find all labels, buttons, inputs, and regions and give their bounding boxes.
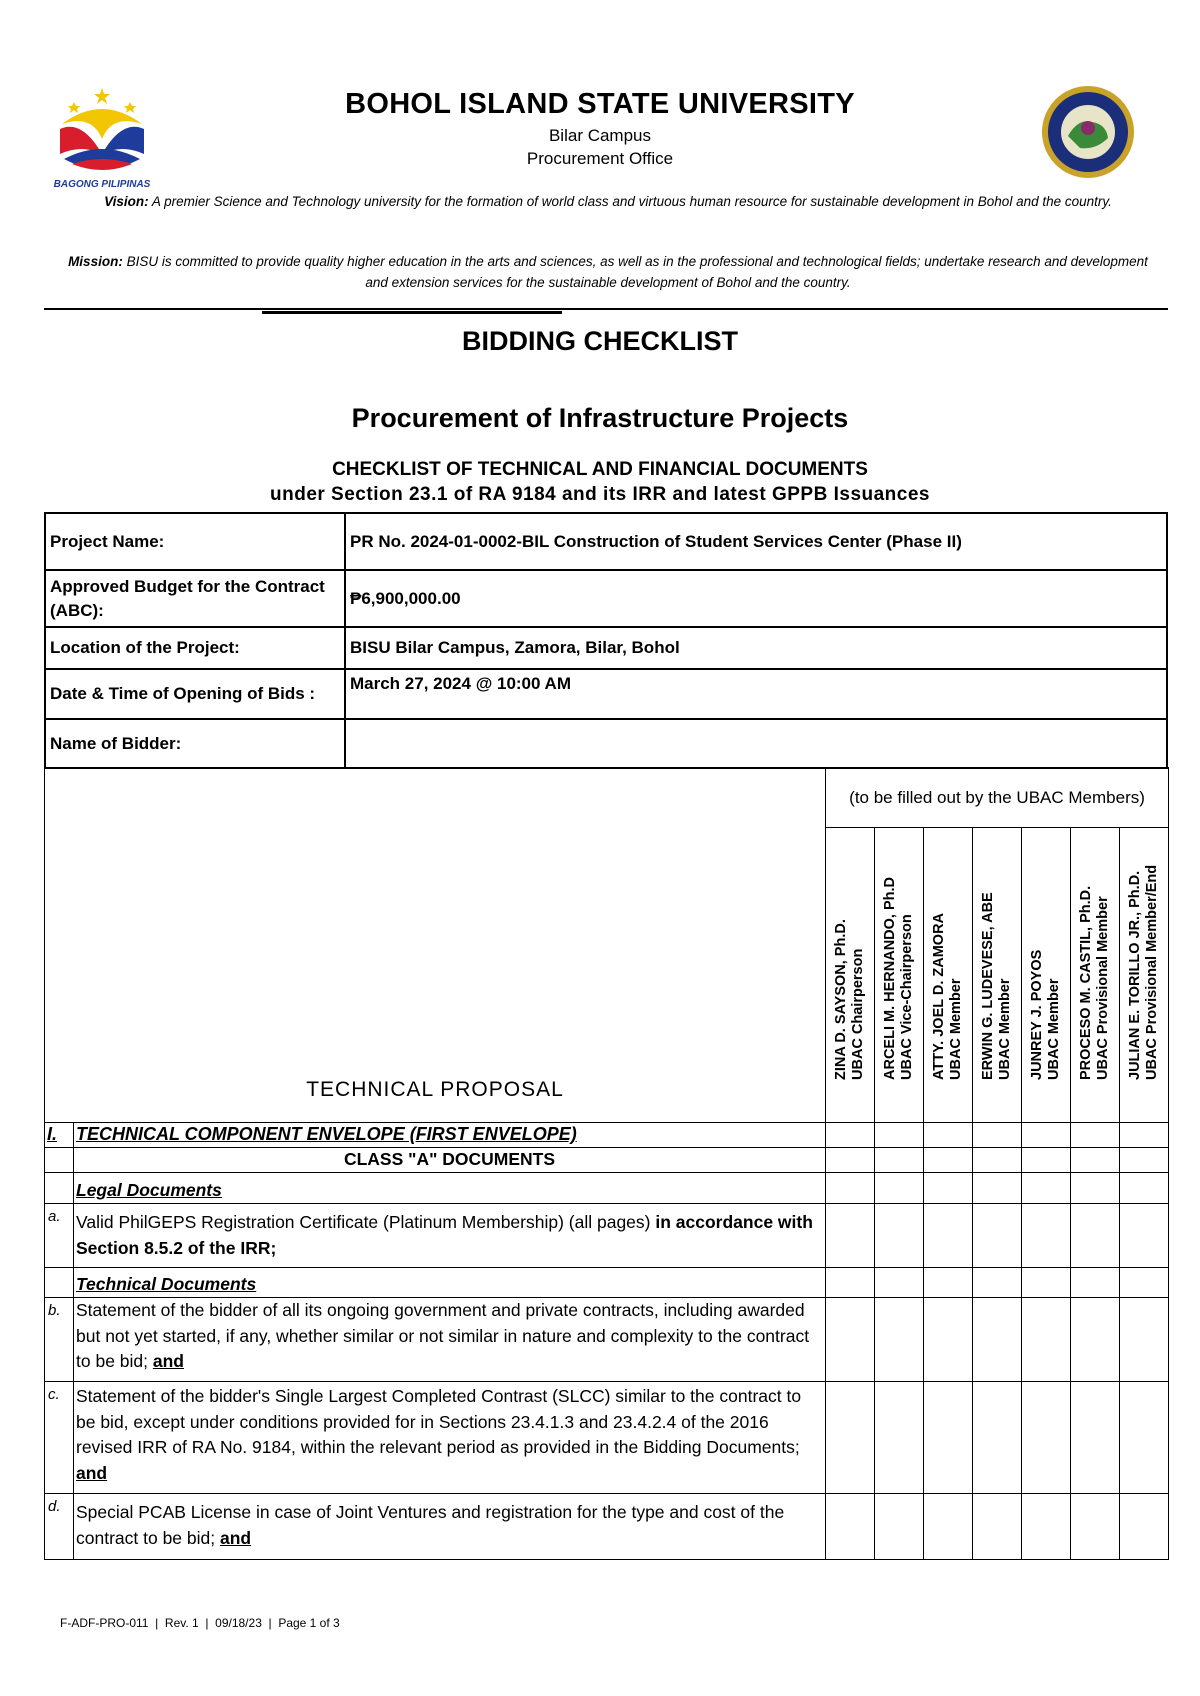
info-label: Location of the Project: [45,627,345,669]
project-info-table [44,512,1168,769]
member-name: JUNREY J. POYOS [1029,949,1045,1080]
mission-text: BISU is committed to provide quality higher education in the arts and sciences, as well as in the professional and technological fields; undertake research and development and extension services for the sustainable development of Bohol and the country. [126,254,1148,290]
ubac-note: (to be filled out by the UBAC Members) [826,768,1169,828]
check-cell[interactable] [1120,1173,1169,1204]
item-label: a. [45,1204,74,1268]
check-cell[interactable] [1022,1123,1071,1148]
item-text: Statement of the bidder of all its ongoing government and private contracts, including awarded but not yet started, if any, whether similar or not similar in nature and complexity to the contract to be bid; [76,1300,810,1371]
item-conjunction: and [76,1462,108,1483]
info-row [45,669,1167,719]
info-label: Name of Bidder: [45,719,345,768]
member-header [924,828,973,1123]
item-label: b. [45,1298,74,1382]
member-name: ERWIN G. LUDEVESE, ABE [980,892,996,1080]
check-cell[interactable] [1071,1123,1120,1148]
check-cell[interactable] [875,1123,924,1148]
check-cell[interactable] [1120,1123,1169,1148]
member-role: UBAC Chairperson [850,948,866,1080]
header-divider-accent [262,311,562,314]
check-cell[interactable] [973,1382,1022,1494]
bagong-pilipinas-caption: BAGONG PILIPINAS [53,179,151,190]
mission-statement [58,251,1158,293]
check-cell[interactable] [1022,1148,1071,1173]
check-cell[interactable] [924,1173,973,1204]
member-header [1120,828,1169,1123]
check-cell[interactable] [826,1123,875,1148]
class-a-heading: CLASS "A" DOCUMENTS [74,1148,826,1173]
member-role: UBAC Member [1046,978,1062,1080]
info-label: Approved Budget for the Contract (ABC): [45,570,345,627]
info-value: BISU Bilar Campus, Zamora, Bilar, Bohol [345,627,1167,669]
campus-name: Bilar Campus [548,126,652,145]
checklist-item [74,1494,826,1560]
info-label: Project Name: [45,513,345,570]
check-cell[interactable] [1120,1382,1169,1494]
info-row [45,570,1167,627]
item-text: Statement of the bidder's Single Largest Completed Contrast (SLCC) similar to the contract to be bid, except under conditions provided for in Sections 23.4.1.3 and 23.4.2.4 of the 2016 revised IRR of RA No. 9184, within the relevant period as provided in the Bidding Documents; [76,1386,802,1457]
check-cell[interactable] [826,1382,875,1494]
section-number: I. [45,1123,74,1148]
check-cell[interactable] [1120,1298,1169,1382]
item-conjunction: and [152,1351,184,1371]
check-cell[interactable] [1022,1494,1071,1560]
checklist-subtitle-2: under Section 23.1 of RA 9184 and its IRR and latest GPPB Issuances [270,484,930,505]
check-cell[interactable] [826,1268,875,1298]
member-name: JULIAN E. TORILLO JR., Ph.D. [1127,870,1144,1080]
member-name: PROCESO M. CASTIL, Ph.D. [1078,885,1094,1080]
bidder-name-field[interactable] [345,719,1167,768]
procurement-title: Procurement of Infrastructure Projects [351,403,849,433]
item-label: c. [45,1382,74,1494]
checklist-item [74,1204,826,1268]
member-role: UBAC Provisional Member/End [1144,864,1161,1080]
check-cell[interactable] [875,1298,924,1382]
office-name: Procurement Office [526,149,674,168]
member-name: ATTY. JOEL D. ZAMORA [931,912,947,1080]
checklist-item [74,1382,826,1494]
info-value: ₱6,900,000.00 [345,570,1167,627]
item-text: Special PCAB License in case of Joint Ventures and registration for the type and cost of the contract to be bid; [76,1502,785,1548]
check-cell[interactable] [1071,1494,1120,1560]
check-cell[interactable] [1120,1494,1169,1560]
technical-proposal-header [45,768,826,1123]
check-cell[interactable] [875,1268,924,1298]
form-footer: F-ADF-PRO-011 | Rev. 1 | 09/18/23 | Page 1 of 3 [60,1616,340,1630]
university-name: BOHOL ISLAND STATE UNIVERSITY [345,88,855,120]
check-cell[interactable] [924,1204,973,1268]
mission-label: Mission: [68,254,123,269]
check-cell[interactable] [924,1123,973,1148]
member-header [973,828,1022,1123]
member-role: UBAC Member [997,978,1013,1080]
check-cell[interactable] [924,1382,973,1494]
check-cell[interactable] [1071,1298,1120,1382]
member-name: ARCELI M. HERNANDO, Ph.D [882,877,898,1080]
member-header [826,828,875,1123]
check-cell[interactable] [1071,1382,1120,1494]
info-row [45,513,1167,570]
check-cell[interactable] [973,1173,1022,1204]
check-cell[interactable] [1120,1148,1169,1173]
check-cell[interactable] [826,1173,875,1204]
check-cell[interactable] [973,1123,1022,1148]
check-cell[interactable] [973,1494,1022,1560]
item-text: Valid PhilGEPS Registration Certificate (Platinum Membership) (all pages) [76,1212,651,1232]
member-header [1071,828,1120,1123]
check-cell[interactable] [924,1494,973,1560]
check-cell[interactable] [1071,1148,1120,1173]
bidding-checklist-title: BIDDING CHECKLIST [462,326,738,356]
check-cell[interactable] [924,1298,973,1382]
check-cell[interactable] [973,1204,1022,1268]
info-label: Date & Time of Opening of Bids : [45,669,345,719]
check-cell[interactable] [875,1382,924,1494]
info-value: March 27, 2024 @ 10:00 AM [345,669,1167,719]
technical-proposal-title: TECHNICAL PROPOSAL [306,1077,564,1101]
check-cell[interactable] [973,1148,1022,1173]
member-name: ZINA D. SAYSON, Ph.D. [833,919,849,1080]
check-cell[interactable] [826,1494,875,1560]
checklist-item [74,1298,826,1382]
check-cell[interactable] [1022,1298,1071,1382]
check-cell[interactable] [1022,1204,1071,1268]
check-cell[interactable] [875,1173,924,1204]
item-conjunction: and [220,1527,252,1548]
check-cell[interactable] [1071,1173,1120,1204]
check-cell[interactable] [1120,1268,1169,1298]
check-cell[interactable] [1071,1204,1120,1268]
header-divider [44,308,1168,310]
check-cell[interactable] [1022,1268,1071,1298]
checklist-subtitle-1: CHECKLIST OF TECHNICAL AND FINANCIAL DOCUMENTS [332,459,868,480]
member-role: UBAC Provisional Member [1095,896,1111,1080]
check-cell[interactable] [826,1204,875,1268]
check-cell[interactable] [1022,1173,1071,1204]
check-cell[interactable] [1120,1204,1169,1268]
section-title: TECHNICAL COMPONENT ENVELOPE (FIRST ENVELOPE) [74,1123,826,1148]
member-role: UBAC Vice-Chairperson [899,914,915,1080]
check-cell[interactable] [1022,1382,1071,1494]
info-row [45,719,1167,768]
check-cell[interactable] [924,1268,973,1298]
technical-documents-heading: Technical Documents [74,1268,826,1298]
check-cell[interactable] [875,1494,924,1560]
member-header [1022,828,1071,1123]
member-role: UBAC Member [948,978,964,1080]
legal-documents-heading: Legal Documents [74,1173,826,1204]
item-label: d. [45,1494,74,1560]
info-value: PR No. 2024-01-0002-BIL Construction of Student Services Center (Phase II) [345,513,1167,570]
check-cell[interactable] [875,1148,924,1173]
check-cell[interactable] [973,1268,1022,1298]
item-text-bold: in accordance with Section 8.5.2 of the IRR; [76,1212,813,1258]
vision-text: A premier Science and Technology university for the formation of world class and virtuous human resource for sustainable development in Bohol and the country. [151,194,1112,209]
check-cell[interactable] [826,1298,875,1382]
checklist-table [44,767,1169,1560]
check-cell[interactable] [973,1298,1022,1382]
check-cell[interactable] [826,1148,875,1173]
info-row [45,627,1167,669]
check-cell[interactable] [1071,1268,1120,1298]
vision-label: Vision: [104,194,149,209]
member-header [875,828,924,1123]
check-cell[interactable] [924,1148,973,1173]
check-cell[interactable] [875,1204,924,1268]
vision-statement [58,191,1158,212]
